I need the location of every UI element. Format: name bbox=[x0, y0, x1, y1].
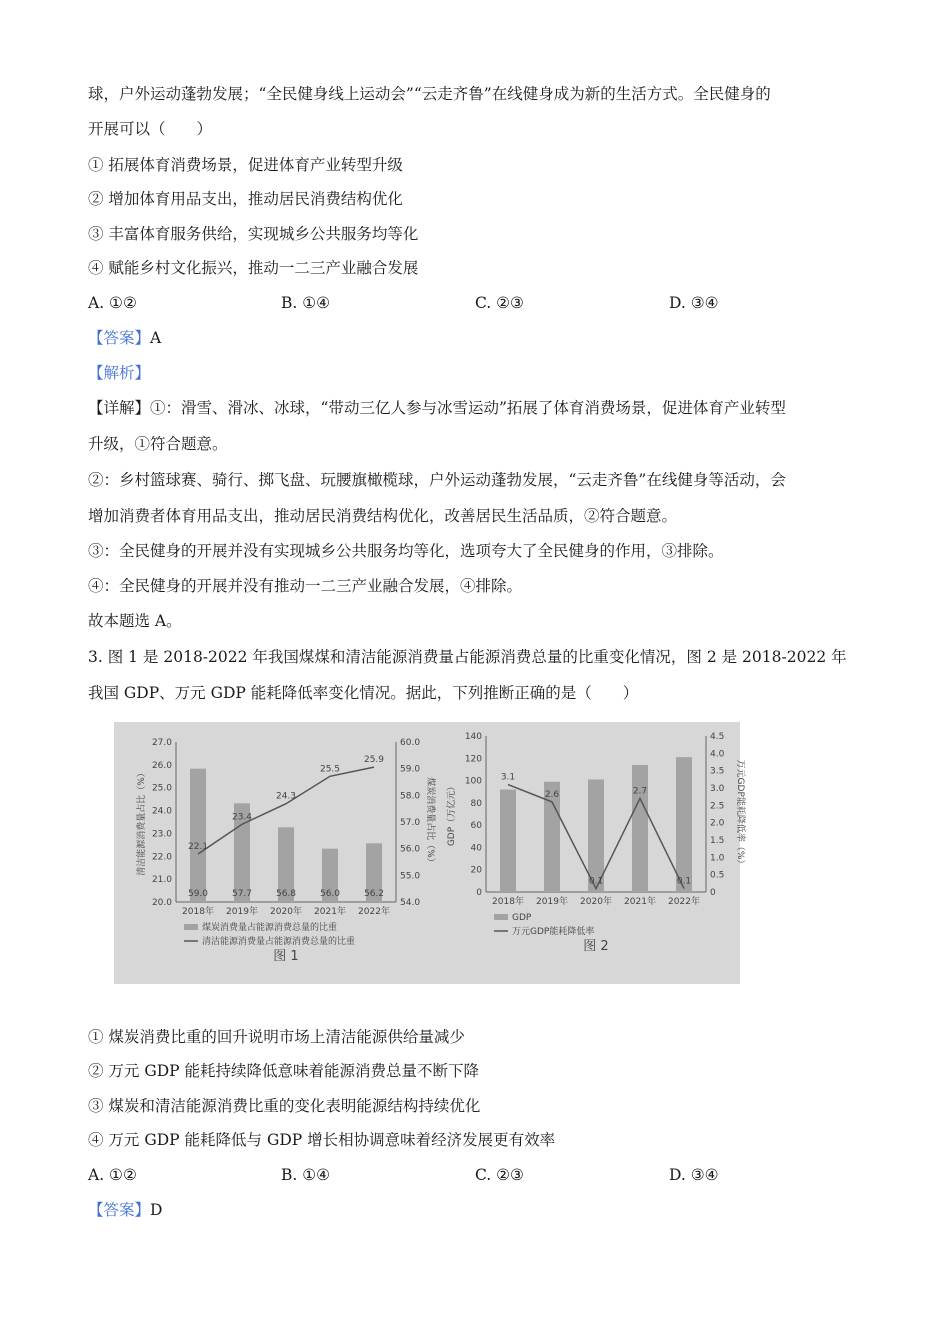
x-tick-label: 2021年 bbox=[624, 897, 656, 907]
right-tick-label: 1.0 bbox=[710, 853, 725, 864]
left-tick-label: 21.0 bbox=[151, 875, 172, 886]
x-tick-label: 2020年 bbox=[270, 907, 302, 917]
legend-label-bar: 煤炭消费量占能源消费总量的比重 bbox=[202, 923, 338, 933]
left-tick-label: 120 bbox=[464, 754, 482, 765]
q2-stem-line-2: 开展可以（ ） bbox=[88, 120, 213, 138]
x-tick-label: 2019年 bbox=[536, 897, 568, 907]
chart-2 bbox=[445, 732, 747, 954]
q3-option-a: A. ①② bbox=[88, 1166, 137, 1184]
right-tick-label: 60.0 bbox=[400, 738, 421, 748]
q2-detail-line-4: 增加消费者体育用品支出，推动居民消费结构优化，改善居民生活品质，②符合题意。 bbox=[88, 507, 678, 525]
bar bbox=[500, 789, 516, 892]
answer-value: A bbox=[150, 329, 162, 347]
left-tick-label: 27.0 bbox=[151, 738, 172, 748]
bar bbox=[187, 769, 209, 902]
legend-label-bar: GDP bbox=[512, 913, 532, 923]
x-tick-label: 2018年 bbox=[492, 897, 524, 907]
left-tick-label: 22.0 bbox=[151, 852, 172, 863]
right-tick-label: 56.0 bbox=[400, 844, 421, 855]
right-tick-label: 57.0 bbox=[400, 818, 421, 828]
right-tick-label: 2.5 bbox=[710, 801, 725, 812]
bar bbox=[676, 757, 692, 892]
legend-label-line: 万元GDP能耗降低率 bbox=[512, 927, 595, 937]
q2-detail-line-5: ③：全民健身的开展并没有实现城乡公共服务均等化，选项夸大了全民健身的作用，③排除。 bbox=[88, 542, 724, 560]
q2-option-d: D. ③④ bbox=[669, 294, 719, 312]
q3-item-3: ③ 煤炭和清洁能源消费比重的变化表明能源结构持续优化 bbox=[88, 1097, 481, 1115]
right-tick-label: 4.0 bbox=[710, 749, 725, 760]
q2-item-2: ② 增加体育用品支出，推动居民消费结构优化 bbox=[88, 190, 403, 208]
left-axis-label: GDP（万亿元） bbox=[447, 781, 457, 847]
x-tick-label: 2022年 bbox=[668, 897, 700, 907]
bar-data-label: 57.7 bbox=[231, 889, 253, 899]
q3-option-b: B. ①④ bbox=[281, 1166, 331, 1184]
left-tick-label: 100 bbox=[464, 776, 482, 787]
line-data-label: 3.1 bbox=[500, 772, 516, 783]
q3-item-2: ② 万元 GDP 能耗持续降低意味着能源消费总量不断下降 bbox=[88, 1062, 480, 1080]
answer-tag: 【答案】 bbox=[88, 1201, 151, 1219]
right-tick-label: 0 bbox=[710, 888, 716, 898]
q3-option-c: C. ②③ bbox=[475, 1166, 524, 1184]
bar-data-label: 56.8 bbox=[275, 889, 297, 899]
q3-stem-line-2: 我国 GDP、万元 GDP 能耗降低率变化情况。据此，下列推断正确的是（ ） bbox=[88, 684, 639, 702]
left-tick-label: 80 bbox=[470, 798, 482, 809]
x-tick-label: 2018年 bbox=[182, 907, 214, 917]
answer-value: D bbox=[150, 1201, 163, 1219]
left-tick-label: 20 bbox=[470, 865, 482, 876]
x-tick-label: 2022年 bbox=[358, 907, 390, 917]
right-tick-label: 3.0 bbox=[710, 784, 725, 794]
q2-detail-line-6: ④：全民健身的开展并没有推动一二三产业融合发展，④排除。 bbox=[88, 577, 523, 595]
line-data-label: 2.6 bbox=[544, 789, 560, 800]
q3-answer bbox=[88, 1200, 162, 1220]
q2-detail-line-1 bbox=[88, 398, 786, 418]
line-data-label: 25.5 bbox=[319, 764, 341, 775]
right-tick-label: 54.0 bbox=[400, 898, 421, 908]
q3-option-d: D. ③④ bbox=[669, 1166, 719, 1184]
right-tick-label: 59.0 bbox=[400, 764, 421, 775]
left-tick-label: 24.0 bbox=[151, 806, 172, 817]
q2-detail-line-2: 升级，①符合题意。 bbox=[88, 435, 228, 453]
left-tick-label: 140 bbox=[464, 732, 482, 742]
x-tick-label: 2019年 bbox=[226, 907, 258, 917]
right-tick-label: 3.5 bbox=[710, 766, 725, 777]
left-axis-label: 清洁能源消费量占比（%） bbox=[137, 768, 147, 876]
line-data-label: 0.1 bbox=[676, 876, 692, 887]
q2-conclusion: 故本题选 A。 bbox=[88, 612, 182, 630]
left-tick-label: 23.0 bbox=[151, 829, 172, 840]
q2-option-b: B. ①④ bbox=[281, 294, 331, 312]
q2-item-1: ① 拓展体育消费场景，促进体育产业转型升级 bbox=[88, 156, 403, 174]
q2-answer bbox=[88, 328, 161, 348]
bar bbox=[632, 765, 648, 892]
line-data-label: 23.4 bbox=[231, 812, 253, 823]
q2-item-4: ④ 赋能乡村文化振兴，推动一二三产业融合发展 bbox=[88, 259, 419, 277]
q3-charts-svg bbox=[114, 722, 745, 984]
line-data-label: 0.1 bbox=[588, 876, 604, 887]
line-data-label: 22.1 bbox=[187, 842, 209, 852]
detail-text: ①：滑雪、滑冰、冰球，“带动三亿人参与冰雪运动”拓展了体育消费场景，促进体育产业转型 bbox=[150, 399, 786, 417]
bar-data-label: 59.0 bbox=[187, 889, 209, 899]
q2-option-c: C. ②③ bbox=[475, 294, 524, 312]
detail-tag: 【详解】 bbox=[88, 399, 151, 417]
chart-1 bbox=[135, 738, 437, 964]
x-tick-label: 2021年 bbox=[314, 907, 346, 917]
line-data-label: 24.3 bbox=[275, 791, 297, 802]
q2-stem-line-1: 球，户外运动蓬勃发展；“全民健身线上运动会”“云走齐鲁”在线健身成为新的生活方式。全民健身的 bbox=[88, 85, 771, 103]
right-axis-label: 煤炭消费量占比（%） bbox=[425, 777, 435, 867]
answer-tag: 【答案】 bbox=[88, 329, 151, 347]
line-data-label: 25.9 bbox=[363, 755, 385, 766]
right-tick-label: 58.0 bbox=[400, 791, 421, 802]
chart-title: 图 1 bbox=[273, 949, 299, 964]
legend-swatch-bar bbox=[184, 924, 198, 930]
legend-swatch-bar bbox=[494, 914, 508, 920]
q2-item-3: ③ 丰富体育服务供给，实现城乡公共服务均等化 bbox=[88, 225, 419, 243]
right-tick-label: 0.5 bbox=[710, 870, 725, 881]
right-axis-label: 万元GDP能耗降低率（%） bbox=[735, 759, 745, 869]
chart-title: 图 2 bbox=[583, 939, 609, 954]
right-tick-label: 55.0 bbox=[400, 871, 421, 882]
q3-item-4: ④ 万元 GDP 能耗降低与 GDP 增长相协调意味着经济发展更有效率 bbox=[88, 1131, 556, 1149]
left-tick-label: 26.0 bbox=[151, 760, 172, 771]
bar-data-label: 56.0 bbox=[319, 889, 341, 899]
right-tick-label: 2.0 bbox=[710, 818, 725, 829]
q2-analysis-tag: 【解析】 bbox=[88, 364, 151, 382]
q3-item-1: ① 煤炭消费比重的回升说明市场上清洁能源供给量减少 bbox=[88, 1028, 465, 1046]
left-tick-label: 25.0 bbox=[151, 783, 172, 794]
left-tick-label: 0 bbox=[476, 888, 482, 898]
line-data-label: 2.7 bbox=[632, 786, 648, 797]
q2-option-a: A. ①② bbox=[88, 294, 137, 312]
bar bbox=[588, 779, 604, 892]
bar-data-label: 56.2 bbox=[363, 889, 385, 899]
left-tick-label: 20.0 bbox=[151, 898, 172, 908]
legend-label-line: 清洁能源消费量占能源消费总量的比重 bbox=[202, 937, 356, 947]
left-tick-label: 40 bbox=[470, 843, 482, 854]
q3-stem-line-1: 3. 图 1 是 2018-2022 年我国煤煤和清洁能源消费量占能源消费总量的比重变化情况，图 2 是 2018-2022 年 bbox=[88, 648, 847, 666]
right-tick-label: 4.5 bbox=[710, 732, 725, 742]
x-tick-label: 2020年 bbox=[580, 897, 612, 907]
q3-figure bbox=[114, 722, 745, 984]
left-tick-label: 60 bbox=[470, 821, 482, 832]
right-tick-label: 1.5 bbox=[710, 836, 725, 846]
q2-detail-line-3: ②：乡村篮球赛、骑行、掷飞盘、玩腰旗橄榄球，户外运动蓬勃发展，“云走齐鲁”在线健身等活动，会 bbox=[88, 471, 786, 489]
